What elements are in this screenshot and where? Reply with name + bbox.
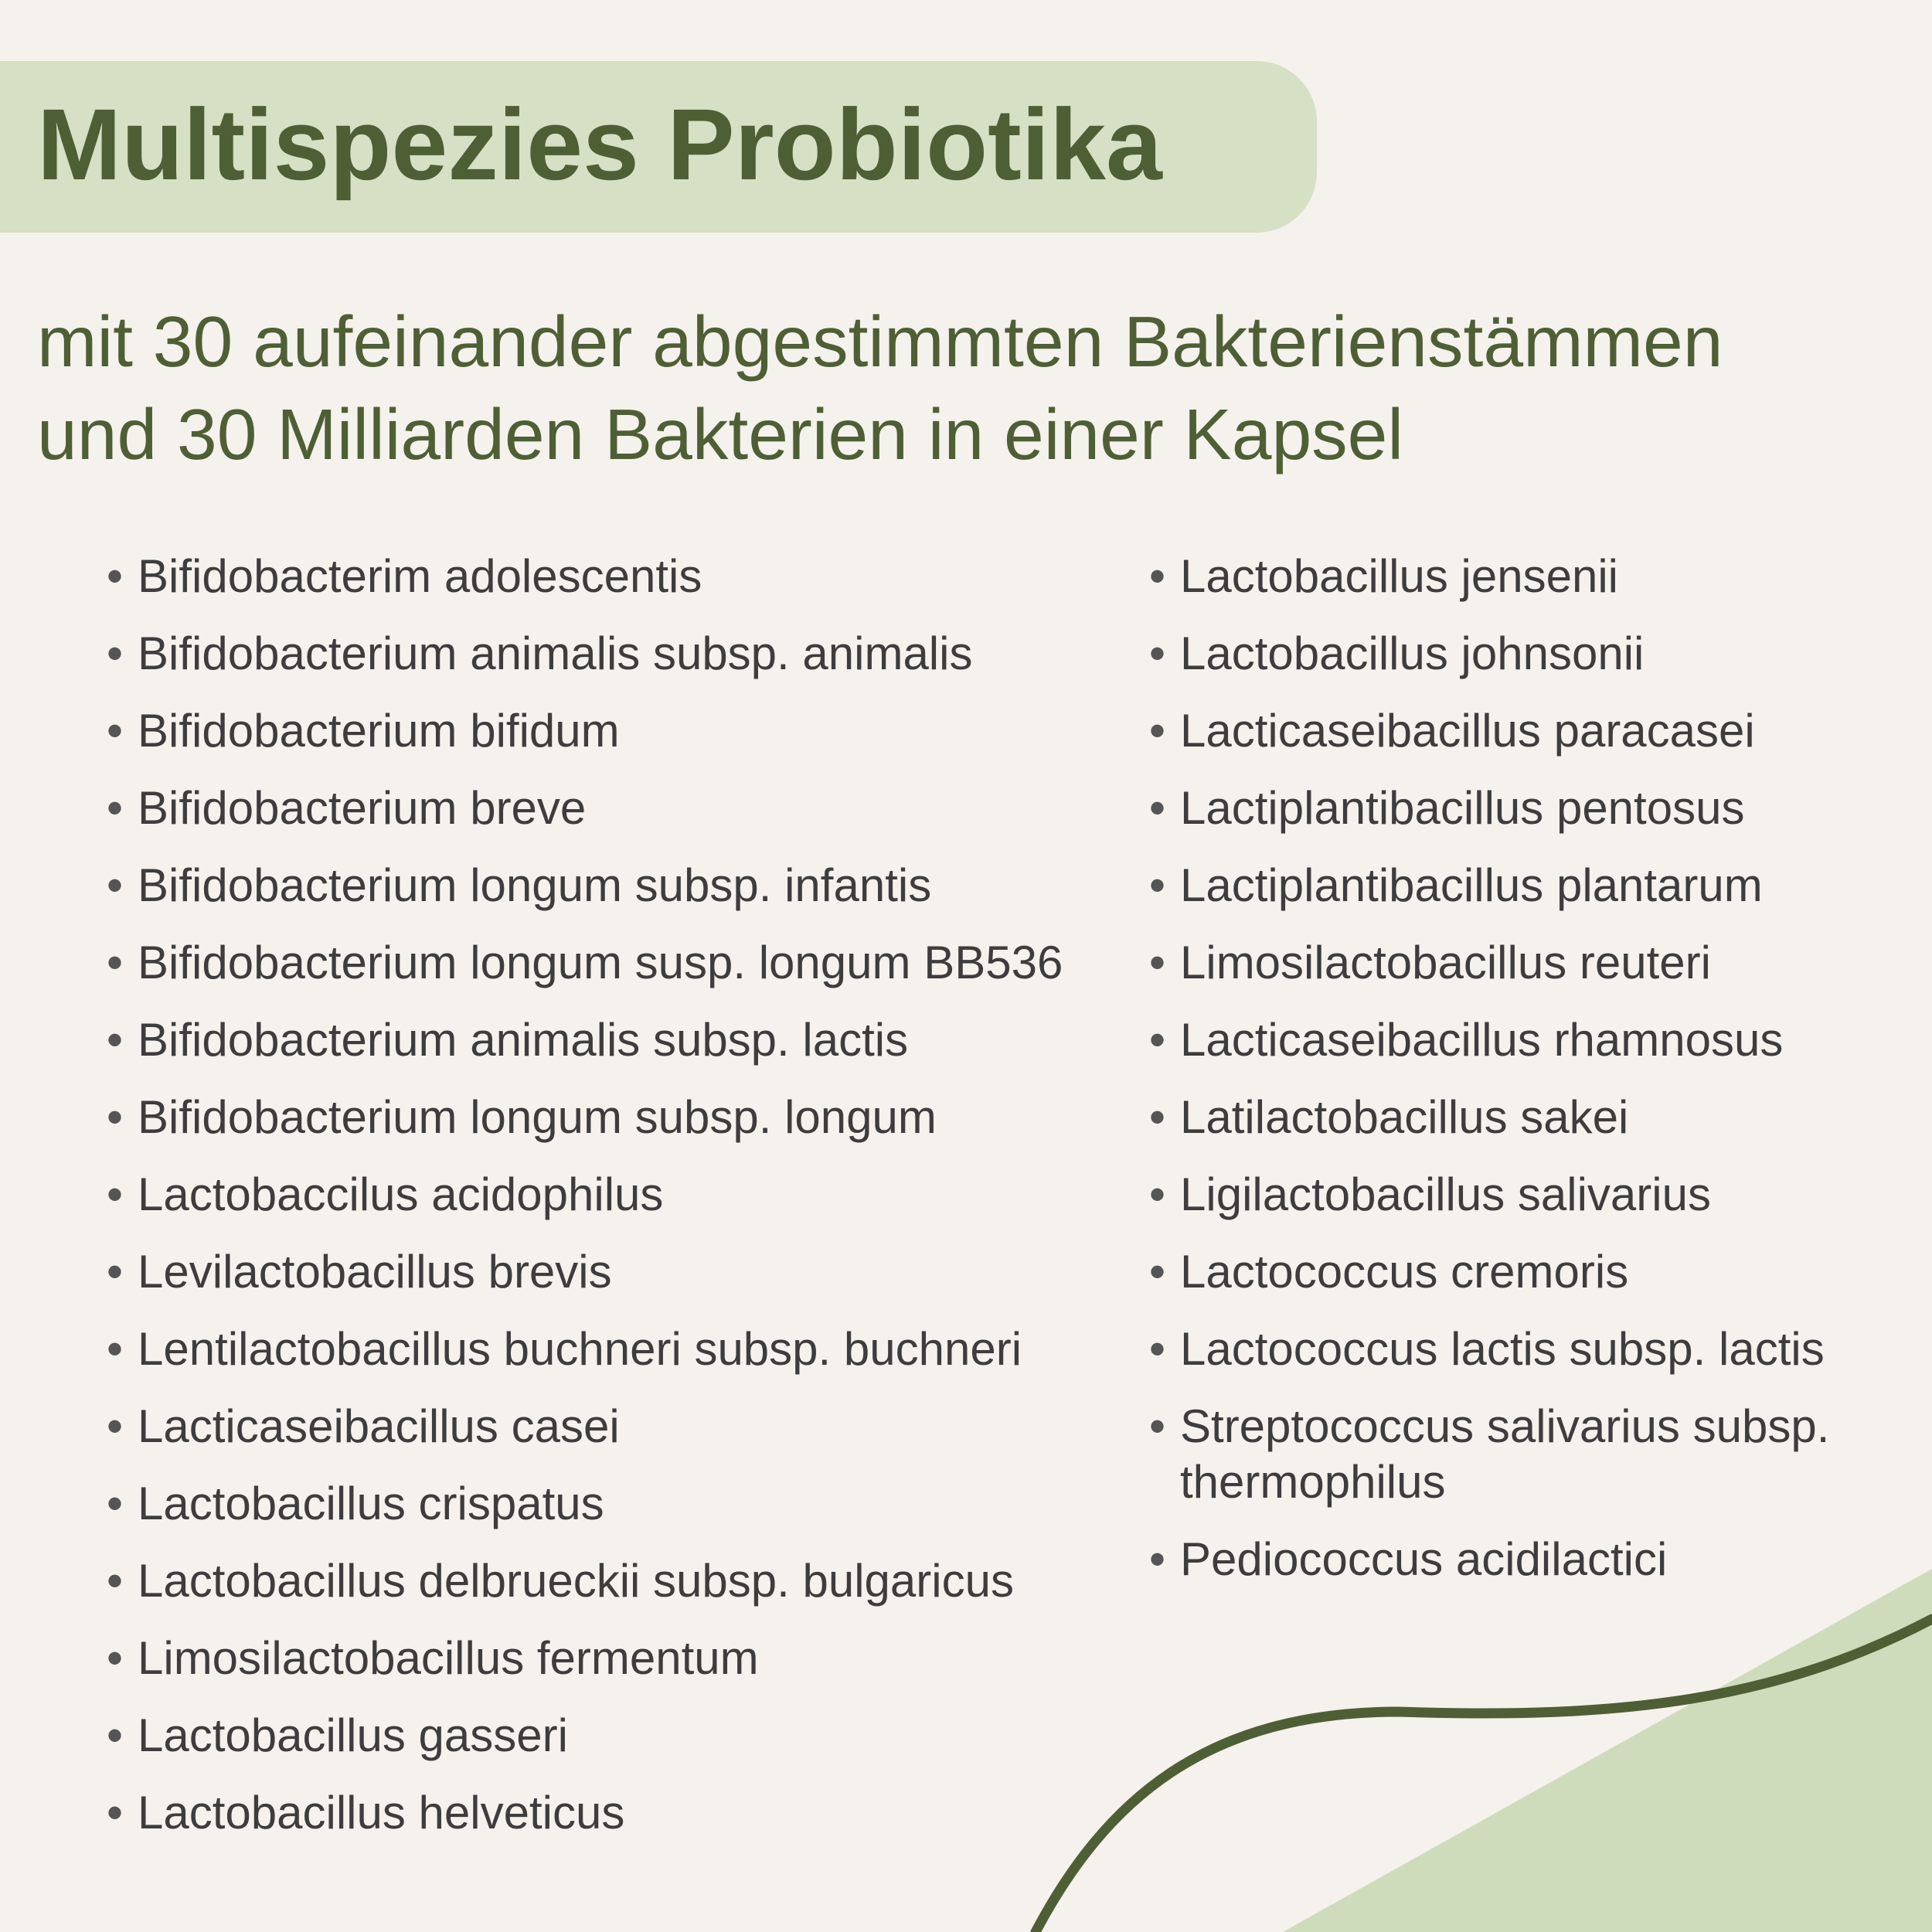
strain-name: Latilactobacillus sakei bbox=[1180, 1091, 1629, 1143]
strain-name: Bifidobacterium longum susp. longum BB536 bbox=[138, 937, 1063, 988]
strain-name: Bifidobacterium animalis subsp. animalis bbox=[138, 628, 973, 679]
strain-name: Lactobacillus johnsonii bbox=[1180, 628, 1645, 679]
bullet-icon: • bbox=[107, 1787, 124, 1838]
bullet-icon: • bbox=[107, 1323, 124, 1375]
decorative-green-shape bbox=[1283, 1569, 1932, 1932]
bullet-icon: • bbox=[1149, 1323, 1166, 1375]
strain-name: Lacticaseibacillus casei bbox=[138, 1400, 620, 1452]
strain-name: Lactobaccilus acidophilus bbox=[138, 1168, 664, 1220]
bullet-icon: • bbox=[107, 1400, 124, 1452]
strain-name: Lactococcus cremoris bbox=[1180, 1246, 1629, 1298]
strain-name: Pediococcus acidilactici bbox=[1180, 1533, 1668, 1585]
bullet-icon: • bbox=[107, 628, 124, 679]
strain-name: Lacticaseibacillus paracasei bbox=[1180, 705, 1755, 757]
bullet-icon: • bbox=[107, 1246, 124, 1298]
bullet-icon: • bbox=[1149, 859, 1166, 911]
strain-name: Lacticaseibacillus rhamnosus bbox=[1180, 1014, 1784, 1066]
bullet-icon: • bbox=[1149, 937, 1166, 988]
bullet-icon: • bbox=[107, 550, 124, 602]
strain-name: Lactobacillus gasseri bbox=[138, 1709, 568, 1761]
strain-name: Lactococcus lactis subsp. lactis bbox=[1180, 1323, 1825, 1375]
subtitle-line-1: mit 30 aufeinander abgestimmten Bakterienstämmen bbox=[37, 301, 1723, 382]
bullet-icon: • bbox=[107, 937, 124, 988]
strain-name: Limosilactobacillus fermentum bbox=[138, 1632, 759, 1684]
strain-name: Bifidobacterium bifidum bbox=[138, 705, 620, 757]
strain-name: Lactobacillus helveticus bbox=[138, 1787, 625, 1838]
strain-name: Lactobacillus delbrueckii subsp. bulgaricus bbox=[138, 1555, 1014, 1607]
bullet-icon: • bbox=[1149, 628, 1166, 679]
subtitle-line-2: und 30 Milliarden Bakterien in einer Kapsel bbox=[37, 394, 1404, 474]
bullet-icon: • bbox=[107, 1014, 124, 1066]
strain-name: Lactiplantibacillus pentosus bbox=[1180, 782, 1745, 834]
bullet-icon: • bbox=[1149, 1400, 1166, 1452]
strain-name: Levilactobacillus brevis bbox=[138, 1246, 612, 1298]
bullet-icon: • bbox=[107, 859, 124, 911]
bullet-icon: • bbox=[1149, 705, 1166, 757]
bullet-icon: • bbox=[1149, 1246, 1166, 1298]
strain-name: Lactiplantibacillus plantarum bbox=[1180, 859, 1763, 911]
strain-name: Streptococcus salivarius subsp. thermophilus bbox=[1180, 1400, 1830, 1508]
strain-name: Ligilactobacillus salivarius bbox=[1180, 1168, 1711, 1220]
page-title: Multispezies Probiotika bbox=[37, 87, 1162, 201]
bullet-icon: • bbox=[107, 1709, 124, 1761]
strain-name: Lactobacillus jensenii bbox=[1180, 550, 1619, 602]
bullet-icon: • bbox=[107, 1478, 124, 1529]
strain-name: Lactobacillus crispatus bbox=[138, 1478, 604, 1529]
bullet-icon: • bbox=[107, 1168, 124, 1220]
bullet-icon: • bbox=[107, 705, 124, 757]
bullet-icon: • bbox=[107, 1632, 124, 1684]
bullet-icon: • bbox=[107, 782, 124, 834]
bullet-icon: • bbox=[107, 1555, 124, 1607]
bullet-icon: • bbox=[1149, 1014, 1166, 1066]
strain-name: Bifidobacterium longum subsp. longum bbox=[138, 1091, 937, 1143]
bullet-icon: • bbox=[1149, 1533, 1166, 1585]
strain-name: Limosilactobacillus reuteri bbox=[1180, 937, 1711, 988]
bullet-icon: • bbox=[107, 1091, 124, 1143]
strain-name: Bifidobacterim adolescentis bbox=[138, 550, 702, 602]
strain-name: Bifidobacterium breve bbox=[138, 782, 587, 834]
bullet-icon: • bbox=[1149, 1091, 1166, 1143]
strain-name: Bifidobacterium longum subsp. infantis bbox=[138, 859, 932, 911]
strain-name: Lentilactobacillus buchneri subsp. buchneri bbox=[138, 1323, 1022, 1375]
strain-name: Bifidobacterium animalis subsp. lactis bbox=[138, 1014, 909, 1066]
bullet-icon: • bbox=[1149, 550, 1166, 602]
bullet-icon: • bbox=[1149, 782, 1166, 834]
bullet-icon: • bbox=[1149, 1168, 1166, 1220]
